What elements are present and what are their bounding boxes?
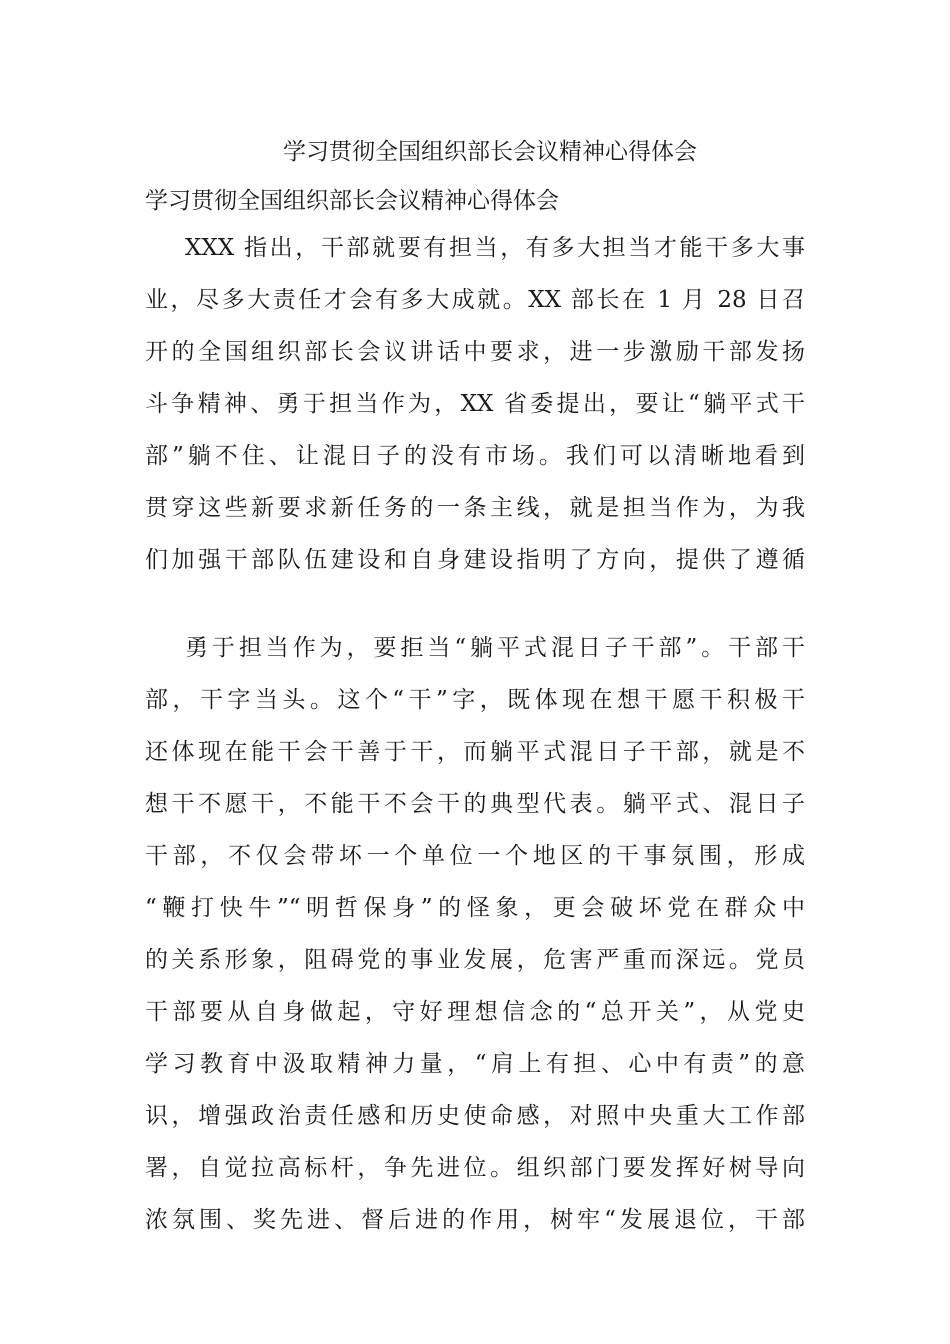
paragraph-2-line: 勇于担当作为，要拒当“躺平式混日子干部”。干部干	[185, 635, 805, 661]
paragraph-2-line: 署，自觉拉高标杆，争先进位。组织部门要发挥好树导向	[145, 1155, 805, 1181]
paragraph-2-line: 还体现在能干会干善于干，而躺平式混日子干部，就是不	[145, 739, 805, 765]
paragraph-1-line: XXX 指出，干部就要有担当，有多大担当才能干多大事	[185, 235, 805, 261]
paragraph-1-line: 斗争精神、勇于担当作为，XX 省委提出，要让“躺平式干	[145, 391, 805, 417]
paragraph-2-line: 的关系形象，阻碍党的事业发展，危害严重而深远。党员	[145, 947, 805, 973]
paragraph-2-line: 干部要从自身做起，守好理想信念的“总开关”，从党史	[145, 999, 805, 1025]
paragraph-1-line: 业，尽多大责任才会有多大成就。XX 部长在 1 月 28 日召	[145, 287, 805, 313]
paragraph-2-line: 识，增强政治责任感和历史使命感，对照中央重大工作部	[145, 1103, 805, 1129]
paragraph-1-line: 部”躺不住、让混日子的没有市场。我们可以清晰地看到	[145, 443, 805, 469]
paragraph-1-line: 贯穿这些新要求新任务的一条主线，就是担当作为，为我	[145, 495, 805, 521]
paragraph-1-line: 们加强干部队伍建设和自身建设指明了方向，提供了遵循	[145, 547, 805, 573]
document-title: 学习贯彻全国组织部长会议精神心得体会	[283, 139, 697, 165]
paragraph-2-line: 干部，不仅会带坏一个单位一个地区的干事氛围，形成	[145, 843, 805, 869]
paragraph-2-line: 部，干字当头。这个“干”字，既体现在想干愿干积极干	[145, 687, 805, 713]
paragraph-1-line: 开的全国组织部长会议讲话中要求，进一步激励干部发扬	[145, 339, 805, 365]
paragraph-2-line: 想干不愿干，不能干不会干的典型代表。躺平式、混日子	[145, 791, 805, 817]
document-subtitle: 学习贯彻全国组织部长会议精神心得体会	[145, 188, 559, 214]
paragraph-2-line: 学习教育中汲取精神力量，“肩上有担、心中有责”的意	[145, 1051, 805, 1077]
paragraph-2-line: “鞭打快牛”“明哲保身”的怪象，更会破坏党在群众中	[145, 895, 805, 921]
paragraph-2-line: 浓氛围、奖先进、督后进的作用，树牢“发展退位，干部	[145, 1207, 805, 1233]
